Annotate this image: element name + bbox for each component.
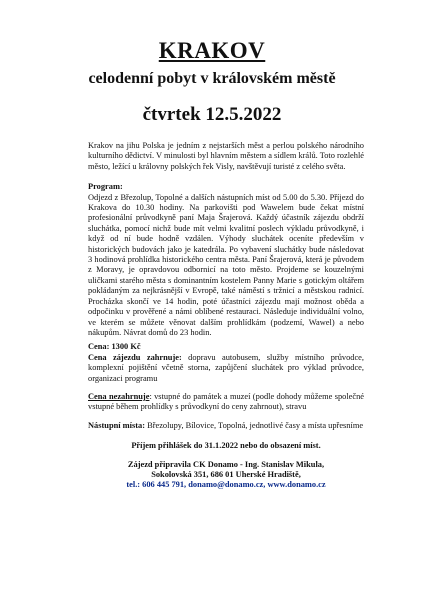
included-text: dopravu autobusem, služby místního průvodce, komplexní pojištění včetně storna, zapůjčení sluchátek pro výklad průvodce, organizaci programu — [88, 352, 364, 383]
program-heading: Program: — [88, 182, 123, 192]
price-line: Cena: 1300 Kč — [88, 342, 141, 352]
boarding-text: Březolupy, Bílovice, Topolná, jednotlivé časy a místa upřesníme — [145, 420, 364, 430]
program-paragraph: Odjezd z Březolup, Topolné a dalších nástupních míst od 5.00 do 5.30. Příjezd do Krakova do 10.30 hodiny. Na parkovišti pod Wawelem bude čekat místní profesionální průvodkyně paní Maja Šrajerová. Každý účastník zájezdu obdrží sluchátka, pomocí nichž bude mít velmi kvalitní poslech výkladu průvodkyně, i když od ní bude hodně vzdálen. Výhody sluchátek oceníte především v historických budovách jako je katedrála. Po vybavení sluchátky bude následovat 3 hodinová prohlídka historického centra města. Paní Šrajerová, která je původem z Moravy, je opravdovou odbornicí na toto město. Projdeme se kouzelnými uličkami starého města s dominantním kostelem Panny Marie s gotickým oltářem pokládaným za nejkrásnější v Evropě, také náměstí s tržnicí a městskou radnicí. Procházka skončí ve 14 hodin, poté účastníci zájezdu mají možnost oběda a odpočinku v prověřené a námi oblíbené restauraci. Následuje individuální volno, ve kterém se můžete věnovat dalším prohlídkám (podzemí, Wawel) a nebo nákupům. Návrat domů do 23 hodin. — [88, 192, 364, 337]
document-title: KRAKOV — [158, 38, 266, 63]
document-subtitle: celodenní pobyt v královském městě — [88, 70, 336, 87]
boarding-paragraph — [88, 421, 364, 431]
registration-deadline: Příjem přihlášek do 31.1.2022 nebo do obsazení míst. — [131, 441, 321, 451]
boarding-label: Nástupní místa: — [88, 420, 146, 430]
organizer-line-1: Zájezd připravila CK Donamo - Ing. Stanislav Mikula, — [127, 459, 325, 469]
excluded-text: : vstupné do památek a muzeí (podle dohody můžeme společné vstupné během prohlídky s průvodkyní do ceny zahrnout), stravu — [88, 391, 364, 412]
organizer-contact: tel.: 606 445 791, donamo@donamo.cz, www.donamo.cz — [126, 480, 326, 490]
excluded-label: Cena nezahrnuje — [88, 391, 150, 401]
trip-date: čtvrtek 12.5.2022 — [142, 104, 282, 125]
excluded-paragraph — [88, 392, 364, 413]
included-label: Cena zájezdu zahrnuje: — [88, 352, 182, 362]
document-body — [88, 141, 364, 491]
organizer-line-2: Sokolovská 351, 686 01 Uherské Hradiště, — [151, 469, 301, 479]
intro-paragraph: Krakov na jihu Polska je jedním z nejstarších měst a perlou polského národního kulturního dědictví. V minulosti byl hlavním městem a sídlem králů. Toto rozlehlé město, ležící u královny polských řek Visly, navštěvují turisté z celého světa. — [88, 141, 364, 171]
included-paragraph — [88, 353, 364, 384]
